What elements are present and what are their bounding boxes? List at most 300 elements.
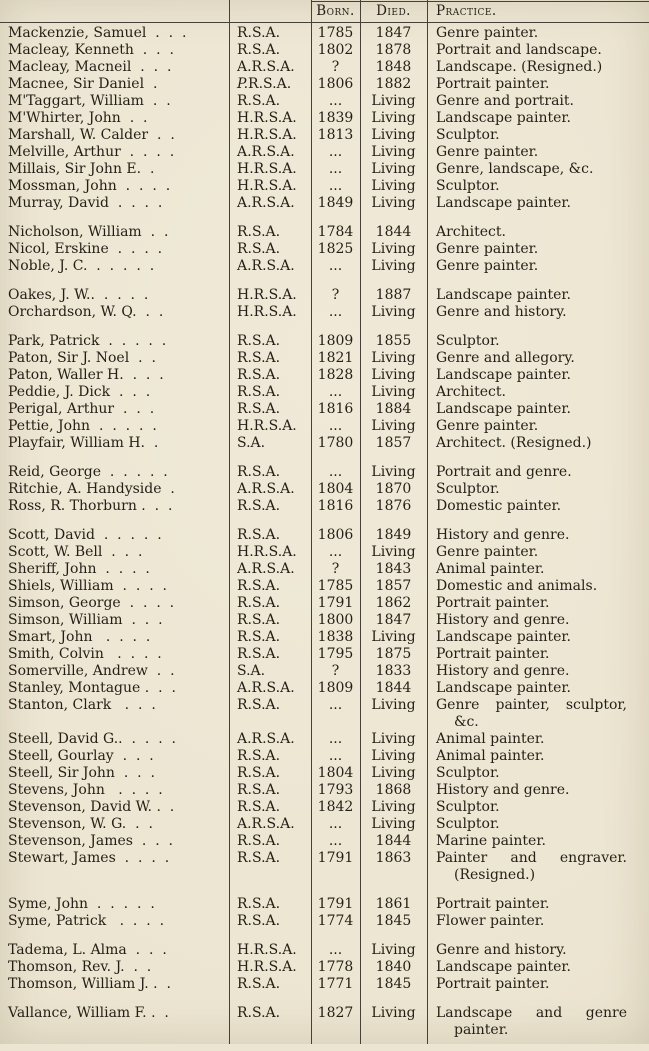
academy-membership: A.R.S.A.: [237, 731, 295, 747]
practice-description: Portrait painter.: [436, 595, 550, 611]
artist-name: Marshall, W. Calder . .: [8, 127, 175, 143]
academy-membership: R.S.A.: [237, 833, 281, 849]
died-year: Living: [371, 629, 416, 645]
academy-membership: R.S.A.: [237, 464, 281, 480]
died-year: 1845: [375, 913, 412, 929]
died-year: 1870: [375, 481, 412, 497]
row-group: [0, 464, 649, 515]
born-year: 1827: [317, 1005, 354, 1021]
table-row: [0, 304, 649, 321]
born-year: 1785: [317, 25, 354, 41]
row-group: [0, 25, 649, 212]
born-year: 1774: [317, 913, 354, 929]
practice-description: Sculptor.: [436, 127, 500, 143]
artist-name: Ritchie, A. Handyside .: [8, 481, 175, 497]
table-row: [0, 942, 649, 959]
practice-description: Genre painter.: [436, 144, 539, 160]
practice-description: Genre and allegory.: [436, 350, 575, 366]
academy-membership: A.R.S.A.: [237, 195, 295, 211]
born-year: ...: [328, 816, 343, 832]
academy-membership: R.S.A.: [237, 333, 281, 349]
practice-description: Flower painter.: [436, 913, 545, 929]
born-year: ...: [328, 833, 343, 849]
academy-membership: R.S.A.: [237, 42, 281, 58]
died-year: 1857: [375, 578, 412, 594]
practice-description: Genre painter.: [436, 418, 539, 434]
table-row: [0, 959, 649, 976]
died-year: 1876: [375, 498, 412, 514]
practice-description: Landscape painter.: [436, 401, 572, 417]
artist-name: Reid, George . . . . .: [8, 464, 168, 480]
academy-membership: H.R.S.A.: [237, 304, 297, 320]
born-year: 1825: [317, 241, 354, 257]
academy-membership: R.S.A.: [237, 697, 281, 713]
practice-description: Domestic and animals.: [436, 578, 598, 594]
practice-description: History and genre.: [436, 527, 570, 543]
artist-name: Sheriff, John . . . .: [8, 561, 150, 577]
academy-membership: A.R.S.A.: [237, 816, 295, 832]
artist-name: Stevens, John . . . .: [8, 782, 163, 798]
died-year: 1875: [375, 646, 412, 662]
table-row: [0, 195, 649, 212]
table-row: [0, 144, 649, 161]
table-row: [0, 680, 649, 697]
academy-membership: H.R.S.A.: [237, 178, 297, 194]
table-row: [0, 498, 649, 515]
practice-description: Sculptor.: [436, 333, 500, 349]
died-year: Living: [371, 161, 416, 177]
died-year: 1844: [375, 680, 412, 696]
artist-name: Syme, John . . . . .: [8, 896, 155, 912]
artist-name: Macnee, Sir Daniel .: [8, 76, 158, 92]
died-year: Living: [371, 258, 416, 274]
born-year: 1804: [317, 481, 354, 497]
academy-membership: A.R.S.A.: [237, 258, 295, 274]
died-year: 1849: [375, 527, 412, 543]
academy-membership: R.S.A.: [237, 748, 281, 764]
born-year: ...: [328, 258, 343, 274]
artist-name: Macleay, Macneil . . .: [8, 59, 172, 75]
academy-membership: R.S.A.: [237, 629, 281, 645]
died-year: Living: [371, 384, 416, 400]
practice-description: Landscape painter.: [436, 110, 572, 126]
academy-membership: H.R.S.A.: [237, 418, 297, 434]
practice-description: Painter and engraver. (Resigned.): [436, 850, 627, 883]
table-row: [0, 258, 649, 275]
academy-membership: R.S.A.: [237, 527, 281, 543]
artist-name: M'Whirter, John . .: [8, 110, 148, 126]
born-year: 1828: [317, 367, 354, 383]
practice-description: Portrait painter.: [436, 976, 550, 992]
academy-membership: R.S.A.: [237, 384, 281, 400]
table-row: [0, 384, 649, 401]
practice-description: Architect.: [436, 224, 506, 240]
academy-membership: R.S.A.: [237, 612, 281, 628]
artist-name: Nicol, Erskine . . . .: [8, 241, 163, 257]
academy-membership: A.R.S.A.: [237, 481, 295, 497]
born-year: 1791: [317, 850, 354, 866]
practice-description: Landscape painter.: [436, 959, 572, 975]
table-body: [0, 25, 649, 1051]
table-row: [0, 333, 649, 350]
practice-description: Landscape painter.: [436, 629, 572, 645]
born-year: 1771: [317, 976, 354, 992]
academy-membership: R.S.A.: [237, 578, 281, 594]
practice-column-header: Practice.: [436, 3, 497, 19]
artist-name: Millais, Sir John E. .: [8, 161, 155, 177]
practice-description: Landscape painter.: [436, 195, 572, 211]
row-group: [0, 287, 649, 321]
died-year: Living: [371, 178, 416, 194]
practice-description: Portrait and landscape.: [436, 42, 602, 58]
born-year: 1785: [317, 578, 354, 594]
table-row: [0, 401, 649, 418]
born-year: ...: [328, 161, 343, 177]
artist-name: Paton, Waller H. . . .: [8, 367, 164, 383]
artist-name: Stewart, James . . . .: [8, 850, 170, 866]
table-row: [0, 697, 649, 731]
table-row: [0, 850, 649, 884]
practice-description: Sculptor.: [436, 799, 500, 815]
practice-description: Genre painter.: [436, 544, 539, 560]
artist-name: M'Taggart, William . .: [8, 93, 171, 109]
born-year: 1816: [317, 401, 354, 417]
academy-membership: R.S.A.: [237, 765, 281, 781]
table-row: [0, 350, 649, 367]
artist-name: Shiels, William . . . .: [8, 578, 168, 594]
table-row: [0, 418, 649, 435]
academy-membership: A.R.S.A.: [237, 561, 295, 577]
artist-name: Park, Patrick . . . . .: [8, 333, 167, 349]
born-year: 1806: [317, 76, 354, 92]
died-year: Living: [371, 697, 416, 713]
practice-description: Architect.: [436, 384, 506, 400]
table-header: [0, 0, 649, 22]
died-year: 1882: [375, 76, 412, 92]
died-year: 1878: [375, 42, 412, 58]
died-year: 1868: [375, 782, 412, 798]
born-year: ...: [328, 942, 343, 958]
died-year: Living: [371, 144, 416, 160]
table-row: [0, 161, 649, 178]
born-year: 1821: [317, 350, 354, 366]
died-year: Living: [371, 110, 416, 126]
table-row: [0, 481, 649, 498]
row-group: [0, 527, 649, 884]
practice-description: Genre painter.: [436, 258, 539, 274]
died-year: 1855: [375, 333, 412, 349]
died-year: 1844: [375, 224, 412, 240]
table-row: [0, 527, 649, 544]
academy-membership: R.S.A.: [237, 25, 281, 41]
row-group: [0, 1005, 649, 1039]
academy-membership: H.R.S.A.: [237, 161, 297, 177]
born-year: 1778: [317, 959, 354, 975]
academy-membership: H.R.S.A.: [237, 544, 297, 560]
died-year: Living: [371, 765, 416, 781]
table-row: [0, 1005, 649, 1039]
artist-name: Scott, W. Bell . . .: [8, 544, 143, 560]
academy-membership: R.S.A.: [237, 646, 281, 662]
practice-description: Genre painter, sculptor, &c.: [436, 697, 627, 730]
born-year: 1849: [317, 195, 354, 211]
born-year: ?: [331, 561, 340, 577]
practice-description: Sculptor.: [436, 765, 500, 781]
born-year: 1804: [317, 765, 354, 781]
table-row: [0, 646, 649, 663]
academy-membership: H.R.S.A.: [237, 110, 297, 126]
artist-name: Simson, George . . . .: [8, 595, 175, 611]
artist-name: Stevenson, James . . .: [8, 833, 173, 849]
died-year: 1847: [375, 612, 412, 628]
died-year: Living: [371, 748, 416, 764]
born-year: ...: [328, 464, 343, 480]
table-row: [0, 241, 649, 258]
artist-name: Stanley, Montague . . .: [8, 680, 176, 696]
practice-description: Architect. (Resigned.): [436, 435, 592, 451]
died-year: Living: [371, 241, 416, 257]
born-year: 1809: [317, 680, 354, 696]
academy-membership: A.R.S.A.: [237, 144, 295, 160]
table-row: [0, 663, 649, 680]
born-year: 1784: [317, 224, 354, 240]
artist-name: Mackenzie, Samuel . . .: [8, 25, 187, 41]
table-row: [0, 731, 649, 748]
table-row: [0, 178, 649, 195]
born-year: 1802: [317, 42, 354, 58]
died-year: 1862: [375, 595, 412, 611]
academy-membership: S.A.: [237, 663, 266, 679]
died-year: 1833: [375, 663, 412, 679]
artist-name: Stanton, Clark . . .: [8, 697, 156, 713]
artist-name: Pettie, John . . . . .: [8, 418, 157, 434]
born-year: 1791: [317, 595, 354, 611]
practice-description: Genre and history.: [436, 942, 567, 958]
academy-membership: H.R.S.A.: [237, 959, 297, 975]
practice-description: Genre and history.: [436, 304, 567, 320]
practice-description: History and genre.: [436, 663, 570, 679]
academy-membership: H.R.S.A.: [237, 127, 297, 143]
born-year: ...: [328, 384, 343, 400]
born-year: ?: [331, 59, 340, 75]
practice-description: Sculptor.: [436, 481, 500, 497]
died-year: Living: [371, 544, 416, 560]
practice-description: Animal painter.: [436, 748, 545, 764]
academy-membership: P.R.S.A.: [237, 76, 292, 92]
born-year: 1795: [317, 646, 354, 662]
died-year: 1884: [375, 401, 412, 417]
table-row: [0, 629, 649, 646]
academy-membership: R.S.A.: [237, 401, 281, 417]
practice-description: Landscape painter.: [436, 287, 572, 303]
born-year: 1800: [317, 612, 354, 628]
died-year: 1844: [375, 833, 412, 849]
artist-name: Nicholson, William . .: [8, 224, 169, 240]
practice-description: Sculptor.: [436, 816, 500, 832]
table-row: [0, 76, 649, 93]
table-row: [0, 127, 649, 144]
table-row: [0, 816, 649, 833]
academy-membership: R.S.A.: [237, 913, 281, 929]
died-year: Living: [371, 350, 416, 366]
practice-description: History and genre.: [436, 612, 570, 628]
died-year: Living: [371, 799, 416, 815]
died-year: Living: [371, 367, 416, 383]
table-row: [0, 913, 649, 930]
practice-description: Portrait painter.: [436, 76, 550, 92]
artist-name: Melville, Arthur . . . .: [8, 144, 175, 160]
born-year: 1806: [317, 527, 354, 543]
artist-name: Peddie, J. Dick . . .: [8, 384, 151, 400]
table-row: [0, 765, 649, 782]
died-column-header: Died.: [376, 3, 411, 19]
practice-description: Landscape painter.: [436, 367, 572, 383]
artist-name: Playfair, William H. .: [8, 435, 159, 451]
practice-description: Animal painter.: [436, 731, 545, 747]
artist-name: Somerville, Andrew . .: [8, 663, 175, 679]
artist-name: Mossman, John . . . .: [8, 178, 171, 194]
died-year: Living: [371, 418, 416, 434]
academy-membership: R.S.A.: [237, 896, 281, 912]
academy-membership: R.S.A.: [237, 498, 281, 514]
header-bottom-rule: [0, 22, 649, 23]
artist-name: Smart, John . . . .: [8, 629, 151, 645]
born-year: ...: [328, 544, 343, 560]
born-year: 1793: [317, 782, 354, 798]
academy-membership: H.R.S.A.: [237, 942, 297, 958]
practice-description: Landscape and genre painter.: [436, 1005, 627, 1038]
born-year: ...: [328, 731, 343, 747]
died-year: Living: [371, 93, 416, 109]
born-year: ...: [328, 418, 343, 434]
died-year: Living: [371, 942, 416, 958]
died-year: 1861: [375, 896, 412, 912]
died-year: Living: [371, 731, 416, 747]
artist-name: Ross, R. Thorburn . . .: [8, 498, 173, 514]
artist-name: Smith, Colvin . . . .: [8, 646, 162, 662]
table-row: [0, 25, 649, 42]
table-row: [0, 896, 649, 913]
academy-membership: R.S.A.: [237, 367, 281, 383]
practice-description: Marine painter.: [436, 833, 546, 849]
artist-name: Scott, David . . . . .: [8, 527, 162, 543]
table-row: [0, 595, 649, 612]
born-year: 1839: [317, 110, 354, 126]
practice-description: Genre and portrait.: [436, 93, 574, 109]
academy-membership: R.S.A.: [237, 595, 281, 611]
died-year: 1847: [375, 25, 412, 41]
born-year: 1780: [317, 435, 354, 451]
died-year: Living: [371, 464, 416, 480]
academy-membership: R.S.A.: [237, 782, 281, 798]
artist-name: Oakes, J. W.. . . . .: [8, 287, 149, 303]
artist-name: Thomson, Rev. J. . .: [8, 959, 152, 975]
born-year: 1842: [317, 799, 354, 815]
died-year: Living: [371, 127, 416, 143]
row-group: [0, 224, 649, 275]
table-row: [0, 110, 649, 127]
table-row: [0, 435, 649, 452]
practice-description: Portrait painter.: [436, 896, 550, 912]
academy-membership: R.S.A.: [237, 799, 281, 815]
practice-description: Portrait and genre.: [436, 464, 572, 480]
row-group: [0, 333, 649, 452]
died-year: 1848: [375, 59, 412, 75]
table-row: [0, 561, 649, 578]
born-year: ...: [328, 178, 343, 194]
table-row: [0, 287, 649, 304]
artist-name: Steell, Gourlay . . .: [8, 748, 154, 764]
academy-membership: R.S.A.: [237, 241, 281, 257]
practice-description: Genre, landscape, &c.: [436, 161, 594, 177]
born-year: ?: [331, 663, 340, 679]
academy-membership: H.R.S.A.: [237, 287, 297, 303]
died-year: 1887: [375, 287, 412, 303]
table-row: [0, 578, 649, 595]
table-row: [0, 833, 649, 850]
died-year: Living: [371, 1005, 416, 1021]
born-year: ...: [328, 144, 343, 160]
table-row: [0, 544, 649, 561]
artist-name: Steell, Sir John . . .: [8, 765, 155, 781]
died-year: 1845: [375, 976, 412, 992]
died-year: 1857: [375, 435, 412, 451]
died-year: 1840: [375, 959, 412, 975]
born-year: ...: [328, 304, 343, 320]
born-year: ?: [331, 287, 340, 303]
table-row: [0, 59, 649, 76]
table-row: [0, 42, 649, 59]
artist-name: Steell, David G.. . . . .: [8, 731, 176, 747]
table-row: [0, 976, 649, 993]
died-year: Living: [371, 195, 416, 211]
artist-name: Simson, William . . .: [8, 612, 163, 628]
born-column-header: Born.: [316, 3, 355, 19]
died-year: 1843: [375, 561, 412, 577]
practice-description: Sculptor.: [436, 178, 500, 194]
born-year: 1838: [317, 629, 354, 645]
row-group: [0, 942, 649, 993]
born-year: 1816: [317, 498, 354, 514]
academy-membership: R.S.A.: [237, 93, 281, 109]
born-year: ...: [328, 748, 343, 764]
academy-membership: R.S.A.: [237, 350, 281, 366]
died-year: 1863: [375, 850, 412, 866]
artist-name: Stevenson, W. G. . .: [8, 816, 153, 832]
born-year: ...: [328, 697, 343, 713]
table-row: [0, 224, 649, 241]
practice-description: Genre painter.: [436, 25, 539, 41]
artist-name: Syme, Patrick . . . .: [8, 913, 165, 929]
born-year: 1813: [317, 127, 354, 143]
row-group: [0, 896, 649, 930]
table-row: [0, 464, 649, 481]
table-row: [0, 782, 649, 799]
academy-membership: A.R.S.A.: [237, 59, 295, 75]
practice-description: Landscape painter.: [436, 680, 572, 696]
artist-name: Noble, J. C. . . . . .: [8, 258, 155, 274]
born-year: 1791: [317, 896, 354, 912]
academy-membership: R.S.A.: [237, 1005, 281, 1021]
practice-description: Genre painter.: [436, 241, 539, 257]
born-year: ...: [328, 93, 343, 109]
artist-name: Stevenson, David W. . .: [8, 799, 175, 815]
practice-description: History and genre.: [436, 782, 570, 798]
artist-name: Vallance, William F. . .: [8, 1005, 169, 1021]
artist-name: Paton, Sir J. Noel . .: [8, 350, 156, 366]
academy-membership: A.R.S.A.: [237, 680, 295, 696]
practice-description: Portrait painter.: [436, 646, 550, 662]
